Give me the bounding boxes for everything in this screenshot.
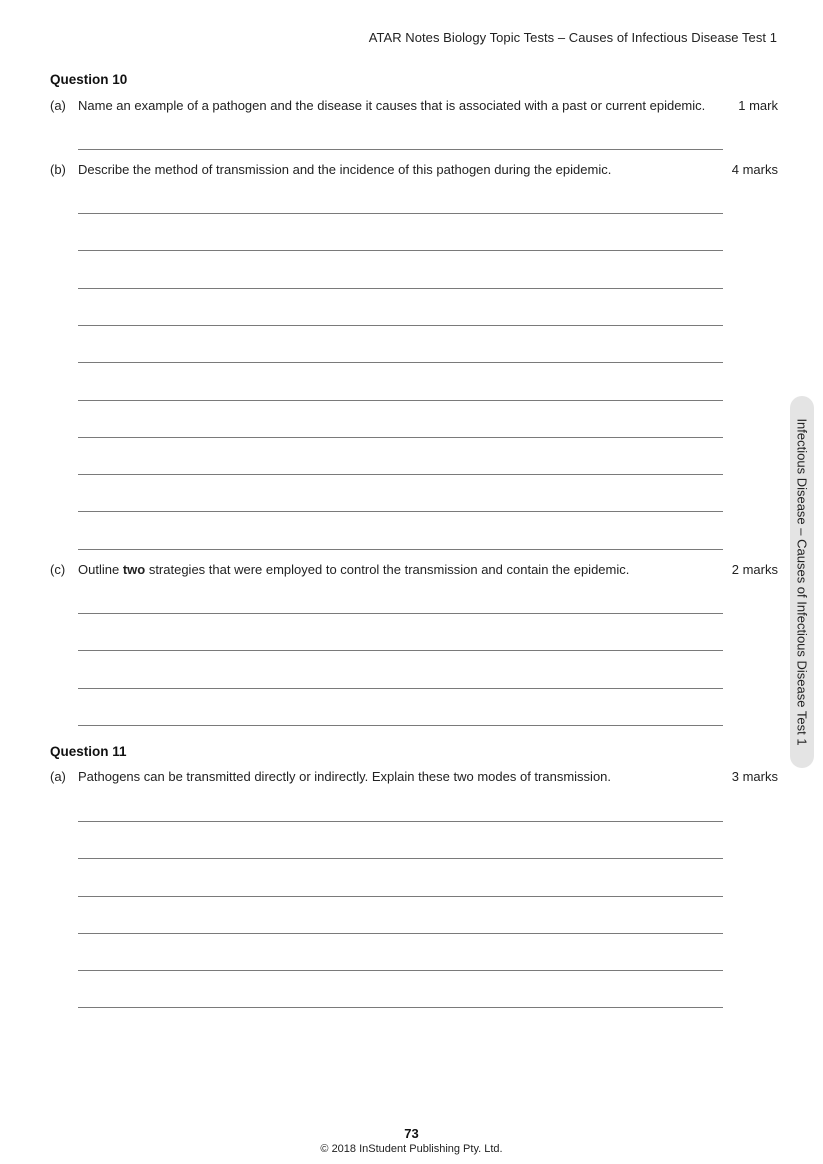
answer-line[interactable] — [78, 650, 723, 651]
marks-badge: 2 marks — [731, 562, 778, 577]
answer-line[interactable] — [78, 362, 723, 363]
side-tab-label: Infectious Disease – Causes of Infectious Disease Test 1 — [794, 418, 810, 746]
side-tab — [790, 396, 814, 768]
prompt-emphasis: two — [122, 562, 146, 577]
answer-line[interactable] — [78, 613, 723, 614]
answer-line[interactable] — [78, 288, 723, 289]
part-prompt: Pathogens can be transmitted directly or indirectly. Explain these two modes of transmission. — [78, 769, 612, 784]
question-11-title: Question 11 — [50, 744, 127, 759]
answer-line[interactable] — [78, 933, 723, 934]
part-label: (b) — [50, 162, 66, 177]
question-10-title: Question 10 — [50, 72, 128, 87]
answer-line[interactable] — [78, 511, 723, 512]
page-number: 73 — [404, 1126, 419, 1141]
answer-line[interactable] — [78, 688, 723, 689]
answer-line[interactable] — [78, 400, 723, 401]
answer-line[interactable] — [78, 149, 723, 150]
part-prompt — [78, 562, 629, 577]
answer-line[interactable] — [78, 725, 723, 726]
marks-badge: 4 marks — [731, 162, 778, 177]
answer-line[interactable] — [78, 858, 723, 859]
part-prompt: Name an example of a pathogen and the disease it causes that is associated with a past or current epidemic. — [78, 98, 706, 113]
part-prompt: Describe the method of transmission and the incidence of this pathogen during the epidemic. — [78, 162, 612, 177]
answer-line[interactable] — [78, 437, 723, 438]
answer-line[interactable] — [78, 821, 723, 822]
copyright-notice: © 2018 InStudent Publishing Pty. Ltd. — [320, 1143, 503, 1155]
marks-badge: 3 marks — [731, 769, 778, 784]
answer-line[interactable] — [78, 213, 723, 214]
answer-line[interactable] — [78, 549, 723, 550]
part-label: (a) — [50, 98, 66, 113]
running-header: ATAR Notes Biology Topic Tests – Causes of Infectious Disease Test 1 — [368, 30, 777, 45]
part-label: (c) — [50, 562, 66, 577]
prompt-text-before: Outline — [78, 562, 123, 577]
marks-badge: 1 mark — [738, 98, 778, 113]
answer-line[interactable] — [78, 970, 723, 971]
answer-line[interactable] — [78, 1007, 723, 1008]
answer-line[interactable] — [78, 896, 723, 897]
answer-line[interactable] — [78, 250, 723, 251]
answer-line[interactable] — [78, 474, 723, 475]
part-label: (a) — [50, 769, 66, 784]
prompt-text-after: strategies that were employed to control the transmission and contain the epidemic. — [145, 562, 630, 577]
answer-line[interactable] — [78, 325, 723, 326]
